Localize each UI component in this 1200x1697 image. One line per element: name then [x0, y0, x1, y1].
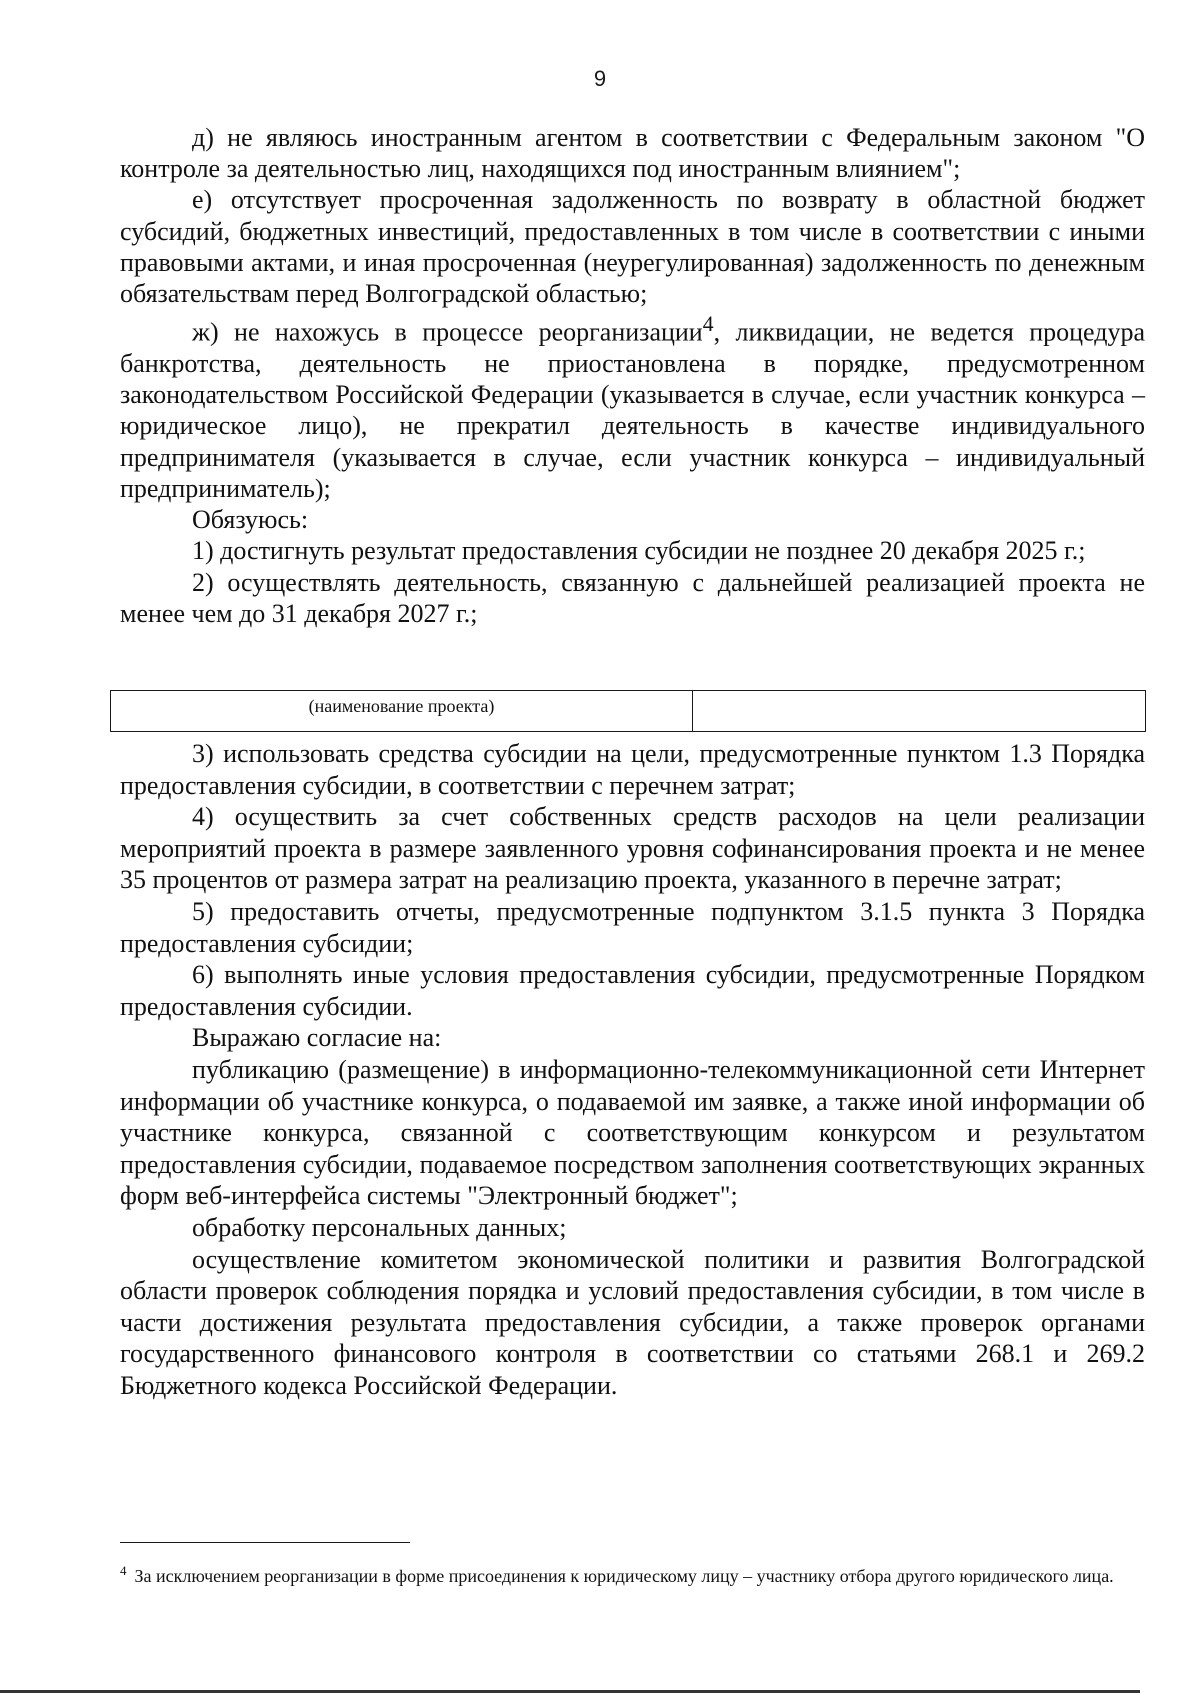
- page-number: 9: [593, 66, 607, 91]
- consent-heading: Выражаю согласие на:: [192, 1023, 442, 1053]
- footnote: [120, 1557, 1145, 1590]
- obligation-item-2: 2) осуществлять деятельность, связанную с дальнейшей реализацией проекта не менее чем до 31 декабря 2027 г.;: [120, 567, 1145, 628]
- paragraph-zh-start: ж) не нахожусь в процессе реорганизации: [192, 317, 703, 347]
- consent-publication: публикацию (размещение) в информационно-телекоммуникационной сети Интернет информации об участнике конкурса, о подаваемой им заявке, а также иной информации об участнике конкурса, связанной с соответствующим конкурсом и результатом предоставления субсидии, подаваемое посредством заполнения соответствующих экранных форм веб-интерфейса системы "Электронный бюджет";: [120, 1054, 1145, 1211]
- obligation-item-6: 6) выполнять иные условия предоставления субсидии, предусмотренные Порядком предоставления субсидии.: [120, 960, 1145, 1021]
- scan-edge-line: [0, 1690, 1140, 1693]
- footnote-text: За исключением реорганизации в форме присоединения к юридическому лицу – участнику отбора другого юридического лица.: [134, 1566, 1114, 1586]
- paragraph-zh: [120, 309, 1145, 504]
- paragraph-zh-rest: , ликвидации, не ведется процедура банкротства, деятельность не приостановлена в порядке, предусмотренном законодательством Российской Федерации (указывается в случае, если участник конкурса – юридическое лицо), не прекратил деятельность в качестве индивидуального предпринимателя (указывается в случае, если участник конкурса – индивидуальный предприниматель);: [120, 317, 1145, 503]
- obligation-item-4: 4) осуществить за счет собственных средств расходов на цели реализации мероприятий проекта в размере заявленного уровня софинансирования проекта и не менее 35 процентов от размера затрат на реализацию проекта, указанного в перечне затрат;: [120, 802, 1145, 895]
- project-name-table: [110, 690, 1146, 732]
- obligation-item-5: 5) предоставить отчеты, предусмотренные подпунктом 3.1.5 пункта 3 Порядка предоставления субсидии;: [120, 896, 1145, 958]
- consent-inspections: осуществление комитетом экономической политики и развития Волгоградской области проверок соблюдения порядка и условий предоставления субсидии, в том числе в части достижения результата предоставления субсидии, а также проверок органами государственного финансового контроля в соответствии со статьями 268.1 и 269.2 Бюджетного кодекса Российской Федерации.: [120, 1244, 1145, 1400]
- document-body-top: [120, 122, 1145, 629]
- footnote-separator: [120, 1542, 410, 1543]
- project-name-value: [693, 691, 1145, 731]
- paragraph-e: е) отсутствует просроченная задолженность по возврату в областной бюджет субсидий, бюджетных инвестиций, предоставленных в том числе в соответствии с иными правовыми актами, и иная просроченная (неурегулированная) задолженность по денежным обязательствам перед Волгоградской областью;: [120, 185, 1145, 309]
- obligation-item-3: 3) использовать средства субсидии на цели, предусмотренные пунктом 1.3 Порядка предоставления субсидии, в соответствии с перечнем затрат;: [120, 739, 1145, 800]
- footnote-reference: 4: [702, 312, 714, 337]
- consent-personal-data: обработку персональных данных;: [192, 1212, 567, 1242]
- obligation-heading: Обязуюсь:: [192, 505, 309, 535]
- footnote-marker: 4: [120, 1563, 127, 1578]
- project-name-label: (наименование проекта): [111, 691, 693, 731]
- paragraph-d: д) не являюсь иностранным агентом в соответствии с Федеральным законом "О контроле за деятельностью лиц, находящихся под иностранным влиянием";: [120, 123, 1145, 184]
- obligation-item-1: 1) достигнуть результат предоставления субсидии не позднее 20 декабря 2025 г.;: [192, 536, 1086, 566]
- document-body-bottom: [120, 738, 1145, 1401]
